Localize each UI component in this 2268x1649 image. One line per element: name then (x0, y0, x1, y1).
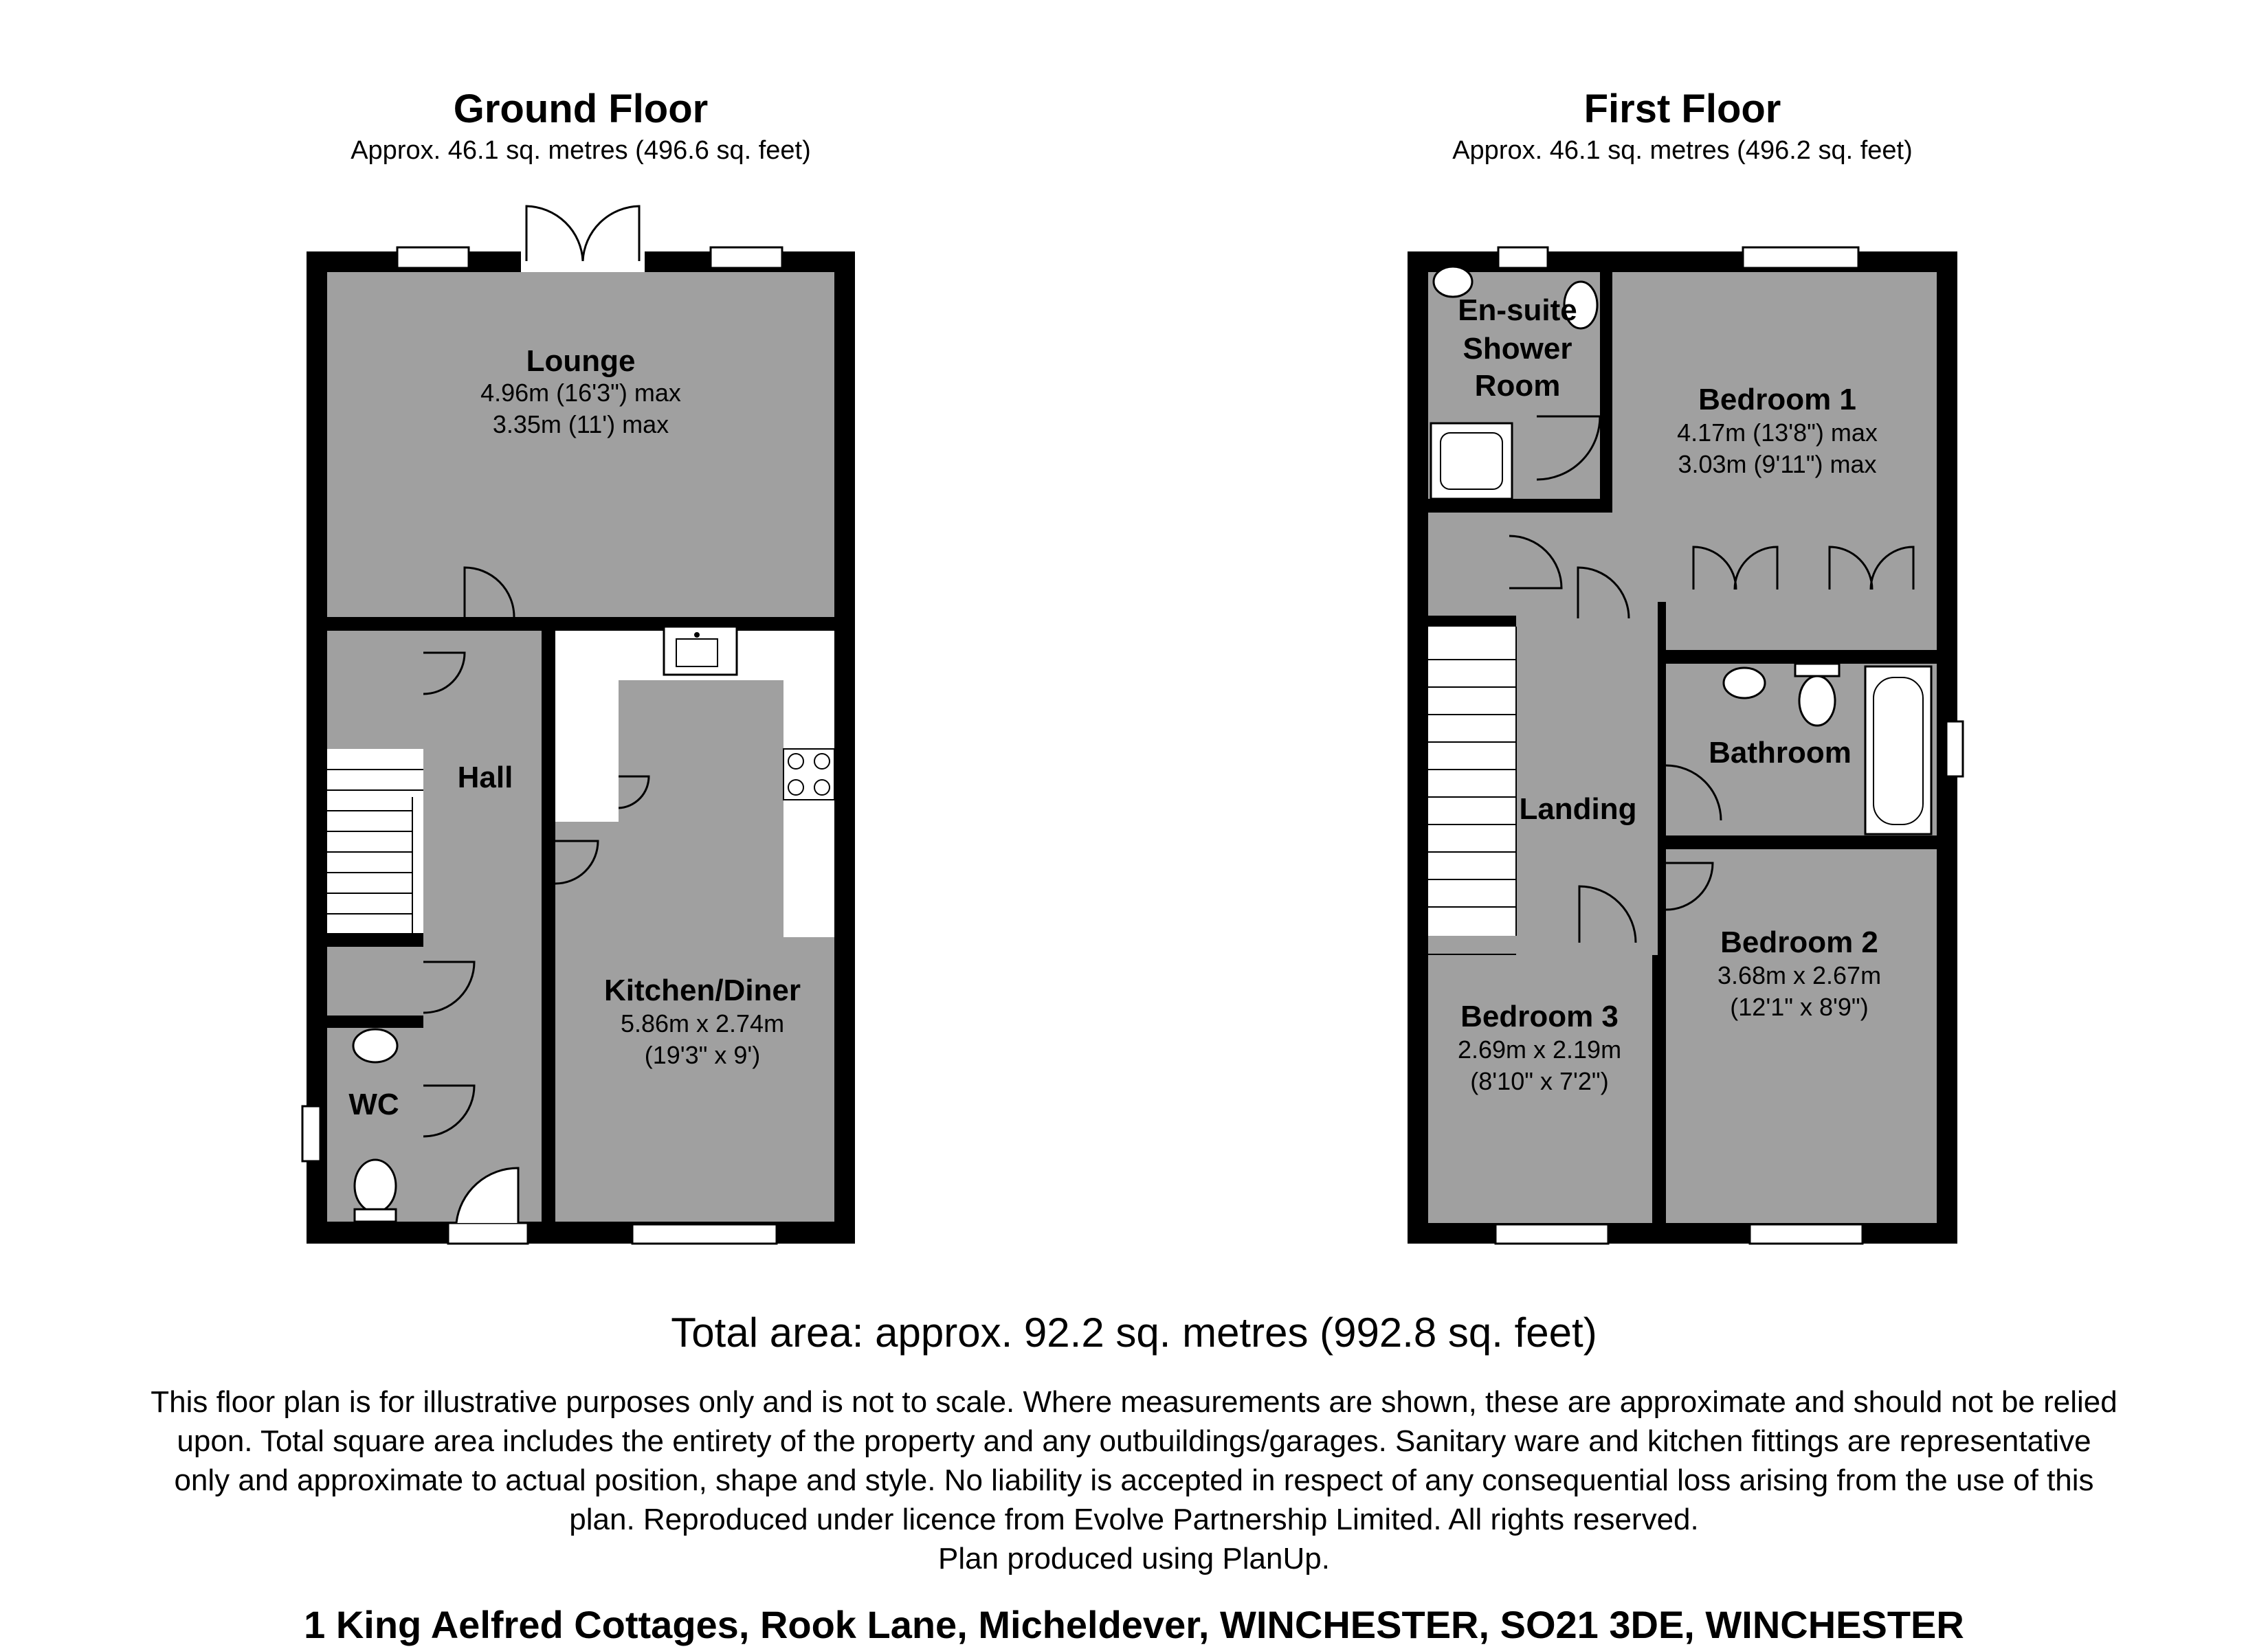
lounge-area (327, 272, 834, 617)
wc-basin-icon (353, 1029, 397, 1062)
kitchen-cupboard (555, 756, 619, 822)
lounge-dim2: 3.35m (11') max (492, 410, 669, 438)
lounge-window-left (397, 247, 469, 268)
ensuite-basin-icon (1434, 267, 1472, 297)
hob-icon (783, 749, 834, 800)
bathroom-name: Bathroom (1709, 736, 1852, 770)
bedroom2-window (1750, 1224, 1863, 1244)
bedroom3-dim1: 2.69m x 2.19m (1457, 1035, 1622, 1064)
first-floor-title: First Floor (1583, 87, 1781, 131)
kitchen-window (632, 1224, 777, 1244)
bedroom1-dim2: 3.03m (9'11") max (1678, 450, 1877, 478)
bedroom3-name: Bedroom 3 (1460, 1000, 1619, 1033)
bathroom-window (1946, 721, 1963, 776)
lounge-window-right (711, 247, 782, 268)
wc-name: WC (348, 1088, 399, 1121)
wardrobes (1666, 602, 1937, 650)
bedroom1-dim1: 4.17m (13'8") max (1677, 418, 1878, 447)
property-address: 1 King Aelfred Cottages, Rook Lane, Micheldever, WINCHESTER, SO21 3DE, WINCHESTER (304, 1603, 1964, 1646)
wc-toilet-icon (355, 1160, 396, 1212)
bedroom2-area (1666, 849, 1937, 1223)
disclaimer-line: plan. Reproduced under licence from Evolve Partnership Limited. All rights reserved. (569, 1503, 1699, 1536)
bathroom-toilet-icon (1799, 676, 1835, 726)
disclaimer-line: This floor plan is for illustrative purposes only and is not to scale. Where measurements are shown, these are approximate and should not be relied (151, 1385, 2117, 1419)
ground-stairs (327, 749, 423, 933)
ensuite-name1: En-suite (1458, 293, 1577, 327)
front-door (448, 1223, 528, 1244)
disclaimer (0, 1382, 2268, 1578)
disclaimer-line: Plan produced using PlanUp. (938, 1542, 1330, 1575)
hall-name: Hall (457, 761, 513, 794)
under-stairs-cupboard (327, 947, 423, 1016)
landing-name: Landing (1519, 792, 1637, 826)
bedroom3-dim2: (8'10" x 7'2") (1470, 1067, 1609, 1095)
cupboard-area (327, 631, 423, 749)
bedroom1-window (1743, 247, 1858, 268)
landing-area (1516, 591, 1658, 955)
first-stairs (1428, 627, 1516, 936)
wc-window (302, 1106, 320, 1161)
disclaimer-line: upon. Total square area includes the entirety of the property and any outbuildings/garages. Sanitary ware and kitchen fittings are representative (177, 1424, 2091, 1458)
total-area: Total area: approx. 92.2 sq. metres (992.8 sq. feet) (671, 1310, 1597, 1356)
kitchen-sink-icon (664, 627, 737, 675)
disclaimer-line: only and approximate to actual position, shape and style. No liability is accepted in respect of any consequential loss arising from the use of this (174, 1463, 2094, 1497)
ensuite-name2: Shower (1463, 332, 1572, 366)
kitchen-dim2: (19'3" x 9') (644, 1041, 761, 1069)
kitchen-dim1: 5.86m x 2.74m (620, 1009, 785, 1037)
ensuite-name3: Room (1474, 369, 1561, 403)
bedroom2-dim2: (12'1" x 8'9") (1730, 993, 1869, 1021)
ground-floor-area: Approx. 46.1 sq. metres (496.6 sq. feet) (351, 136, 811, 165)
bedroom2-name: Bedroom 2 (1720, 926, 1878, 959)
kitchen-name: Kitchen/Diner (603, 974, 801, 1007)
ensuite-window (1498, 247, 1548, 268)
bedroom2-dim1: 3.68m x 2.67m (1717, 961, 1882, 989)
shower-tray-icon (1431, 423, 1512, 499)
bedroom3-window (1496, 1224, 1608, 1244)
lounge-dim1: 4.96m (16'3") max (480, 379, 681, 407)
lounge-name: Lounge (526, 344, 636, 378)
ground-floor-title: Ground Floor (453, 87, 709, 131)
bedroom1-name: Bedroom 1 (1698, 383, 1856, 416)
bathroom-basin-icon (1724, 668, 1765, 698)
first-floor-area: Approx. 46.1 sq. metres (496.2 sq. feet) (1452, 136, 1913, 165)
